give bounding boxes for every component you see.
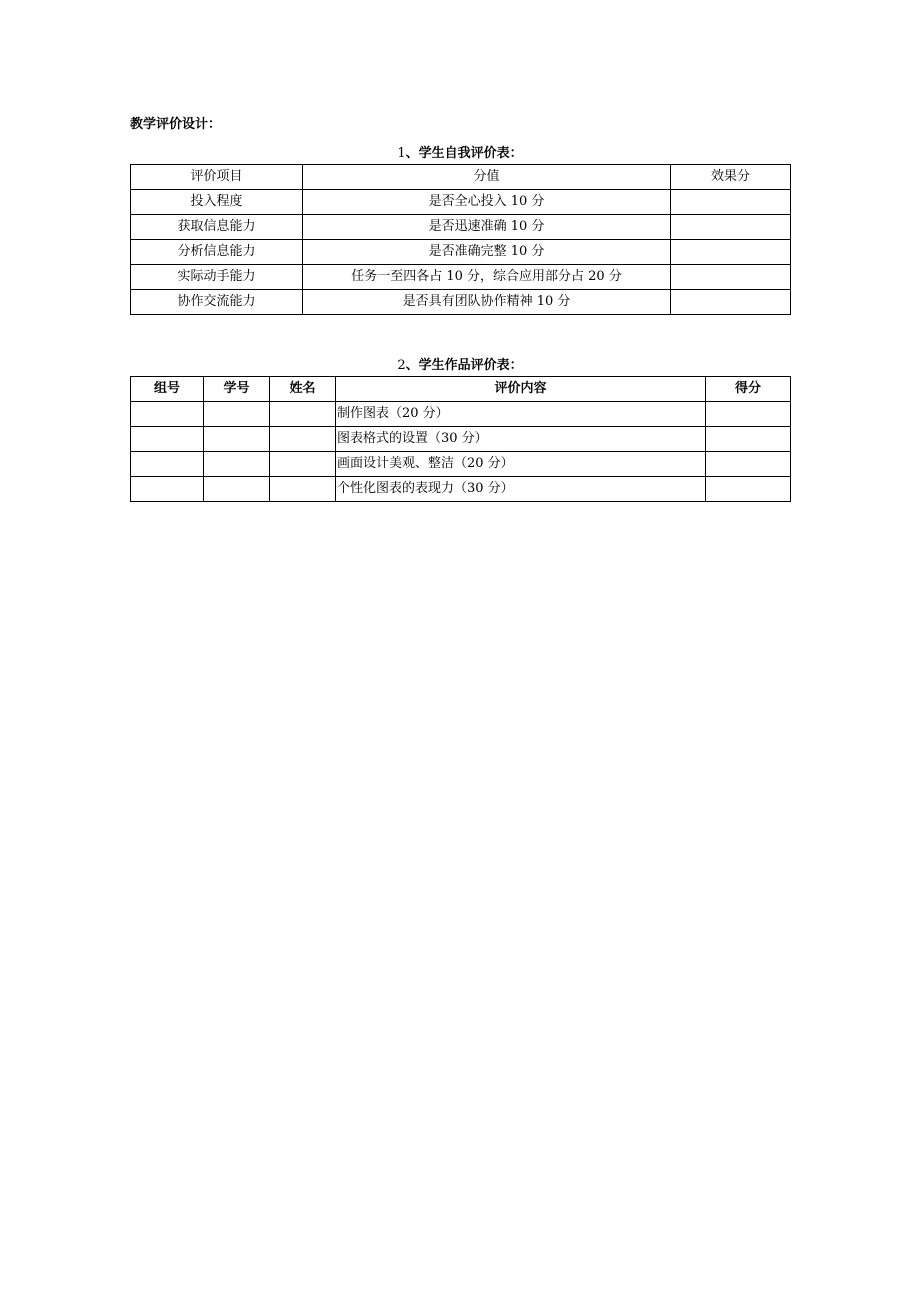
score-cell[interactable]: [706, 427, 791, 452]
score-cell: 是否全心投入 10 分: [303, 190, 671, 215]
content-cell: 画面设计美观、整洁（20 分）: [336, 452, 706, 477]
score-cell[interactable]: [706, 477, 791, 502]
item-cell: 实际动手能力: [131, 265, 303, 290]
table-row: [131, 402, 791, 427]
score-cell[interactable]: [706, 402, 791, 427]
column-header-student-id: 学号: [204, 377, 270, 402]
self-eval-caption: [130, 145, 790, 163]
self-eval-table: [130, 164, 791, 315]
column-header-effect: 效果分: [671, 165, 791, 190]
student-id-cell[interactable]: [204, 427, 270, 452]
work-eval-caption-text: 、学生作品评价表：: [405, 358, 523, 373]
student-id-cell[interactable]: [204, 402, 270, 427]
score-cell[interactable]: [706, 452, 791, 477]
work-eval-caption-number: 2: [397, 358, 406, 373]
item-cell: 协作交流能力: [131, 290, 303, 315]
table-row: [131, 477, 791, 502]
item-cell: 获取信息能力: [131, 215, 303, 240]
item-cell: 分析信息能力: [131, 240, 303, 265]
group-cell[interactable]: [131, 427, 204, 452]
column-header-content: 评价内容: [336, 377, 706, 402]
student-id-cell[interactable]: [204, 452, 270, 477]
score-cell: 任务一至四各占 10 分，综合应用部分占 20 分: [303, 265, 671, 290]
table-row: [131, 290, 791, 315]
table-header-row: [131, 165, 791, 190]
column-header-group: 组号: [131, 377, 204, 402]
content-cell: 个性化图表的表现力（30 分）: [336, 477, 706, 502]
group-cell[interactable]: [131, 477, 204, 502]
score-cell: 是否迅速准确 10 分: [303, 215, 671, 240]
group-cell[interactable]: [131, 402, 204, 427]
name-cell[interactable]: [270, 402, 336, 427]
column-header-score: 分值: [303, 165, 671, 190]
self-eval-caption-text: 、学生自我评价表：: [405, 146, 523, 161]
effect-cell[interactable]: [671, 290, 791, 315]
table-row: [131, 190, 791, 215]
content-cell: 图表格式的设置（30 分）: [336, 427, 706, 452]
effect-cell[interactable]: [671, 215, 791, 240]
work-eval-caption: [130, 357, 790, 375]
page-heading: 教学评价设计：: [130, 117, 222, 132]
column-header-name: 姓名: [270, 377, 336, 402]
table-row: [131, 240, 791, 265]
score-cell: 是否准确完整 10 分: [303, 240, 671, 265]
item-cell: 投入程度: [131, 190, 303, 215]
student-id-cell[interactable]: [204, 477, 270, 502]
effect-cell[interactable]: [671, 240, 791, 265]
effect-cell[interactable]: [671, 190, 791, 215]
name-cell[interactable]: [270, 477, 336, 502]
table-row: [131, 452, 791, 477]
table-row: [131, 215, 791, 240]
group-cell[interactable]: [131, 452, 204, 477]
column-header-score: 得分: [706, 377, 791, 402]
self-eval-caption-number: 1: [397, 146, 406, 161]
table-header-row: [131, 377, 791, 402]
column-header-item: 评价项目: [131, 165, 303, 190]
effect-cell[interactable]: [671, 265, 791, 290]
content-cell: 制作图表（20 分）: [336, 402, 706, 427]
score-cell: 是否具有团队协作精神 10 分: [303, 290, 671, 315]
table-row: [131, 265, 791, 290]
work-eval-table: [130, 376, 791, 502]
table-row: [131, 427, 791, 452]
name-cell[interactable]: [270, 427, 336, 452]
name-cell[interactable]: [270, 452, 336, 477]
